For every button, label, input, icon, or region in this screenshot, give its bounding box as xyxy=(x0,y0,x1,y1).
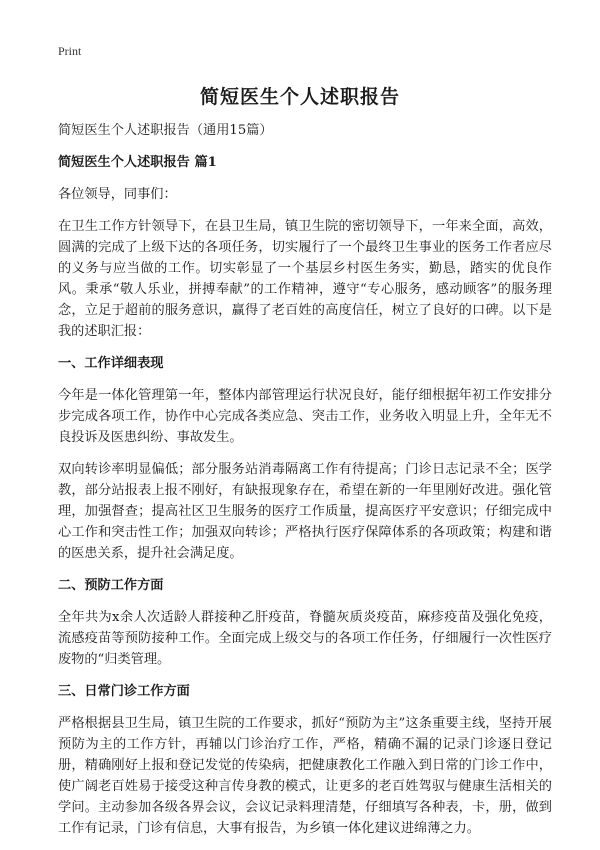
clinic-paragraph: 严格根据县卫生局，镇卫生院的工作要求，抓好“预防为主”这条重要主线，坚持开展预防为主的工作方针，再辅以门诊治疗工作，严格，精确不漏的记录门诊逐日登记册，精确刚好上报和登记发觉的传染病，把健康教化工作融入到日常的门诊工作中，使广阔老百姓易于接受这种言传身教的模式，让更多的老百姓驾驭与健康生活相关的学问。主动参加各级各界会议，会议记录料理清楚，仔细填写各种表，卡，册，做到工作有记录，门诊有信息，大事有报告，为乡镇一体化建议进绵薄之力。 xyxy=(58,716,552,836)
heading-work-performance: 一、工作详细表现 xyxy=(58,356,164,371)
document-body xyxy=(58,120,552,850)
print-label[interactable]: Print xyxy=(58,44,82,58)
work-paragraph-2: 双向转诊率明显偏低；部分服务站消毒隔离工作有待提高；门诊日志记录不全；医学教，部分站报表上报不刚好，有缺报现象存在，希望在新的一年里刚好改进。强化管理，加强督查；提高社区卫生服务的医疗工作质量，提高医疗平安意识；仔细完成中心工作和突击性工作；加强双向转诊；严格执行医疗保障体系的各项政策；构建和谐的医患关系，提升社会满足度。 xyxy=(58,462,552,561)
work-paragraph-1: 今年是一体化管理第一年，整体内部管理运行状况良好，能仔细根据年初工作安排分步完成各项工作，协作中心完成各类应急、突击工作，业务收入明显上升，全年无不良投诉及医患纠纷、事故发生。 xyxy=(58,388,552,445)
document-subtitle: 简短医生个人述职报告（通用15篇） xyxy=(58,123,273,138)
document-title: 简短医生个人述职报告 xyxy=(199,86,400,108)
section-title: 简短医生个人述职报告 篇1 xyxy=(58,155,217,170)
heading-prevention: 二、预防工作方面 xyxy=(58,578,164,593)
heading-daily-clinic: 三、日常门诊工作方面 xyxy=(58,684,190,699)
intro-paragraph: 在卫生工作方针领导下，在县卫生局，镇卫生院的密切领导下，一年来全面，高效，圆满的完成了上级下达的各项任务，切实履行了一个最终卫生事业的医务工作者应尽的义务与应当做的工作。切实彰显了一个基层乡村医生务实，勤恳，踏实的优良作风。秉承“敬人乐业，拼搏奉献”的工作精神，遵守“专心服务，感动顾客”的服务理念，立足于超前的服务意识，赢得了老百姓的高度信任，树立了良好的口碑。以下是我的述职汇报： xyxy=(58,219,552,339)
greeting: 各位领导，同事们： xyxy=(58,187,177,202)
prevention-paragraph: 全年共为x余人次适龄人群接种乙肝疫苗，脊髓灰质炎疫苗，麻疹疫苗及强化免疫，流感疫苗等预防接种工作。全面完成上级交与的各项工作任务，仔细履行一次性医疗废物的“归类管理。 xyxy=(58,610,552,667)
